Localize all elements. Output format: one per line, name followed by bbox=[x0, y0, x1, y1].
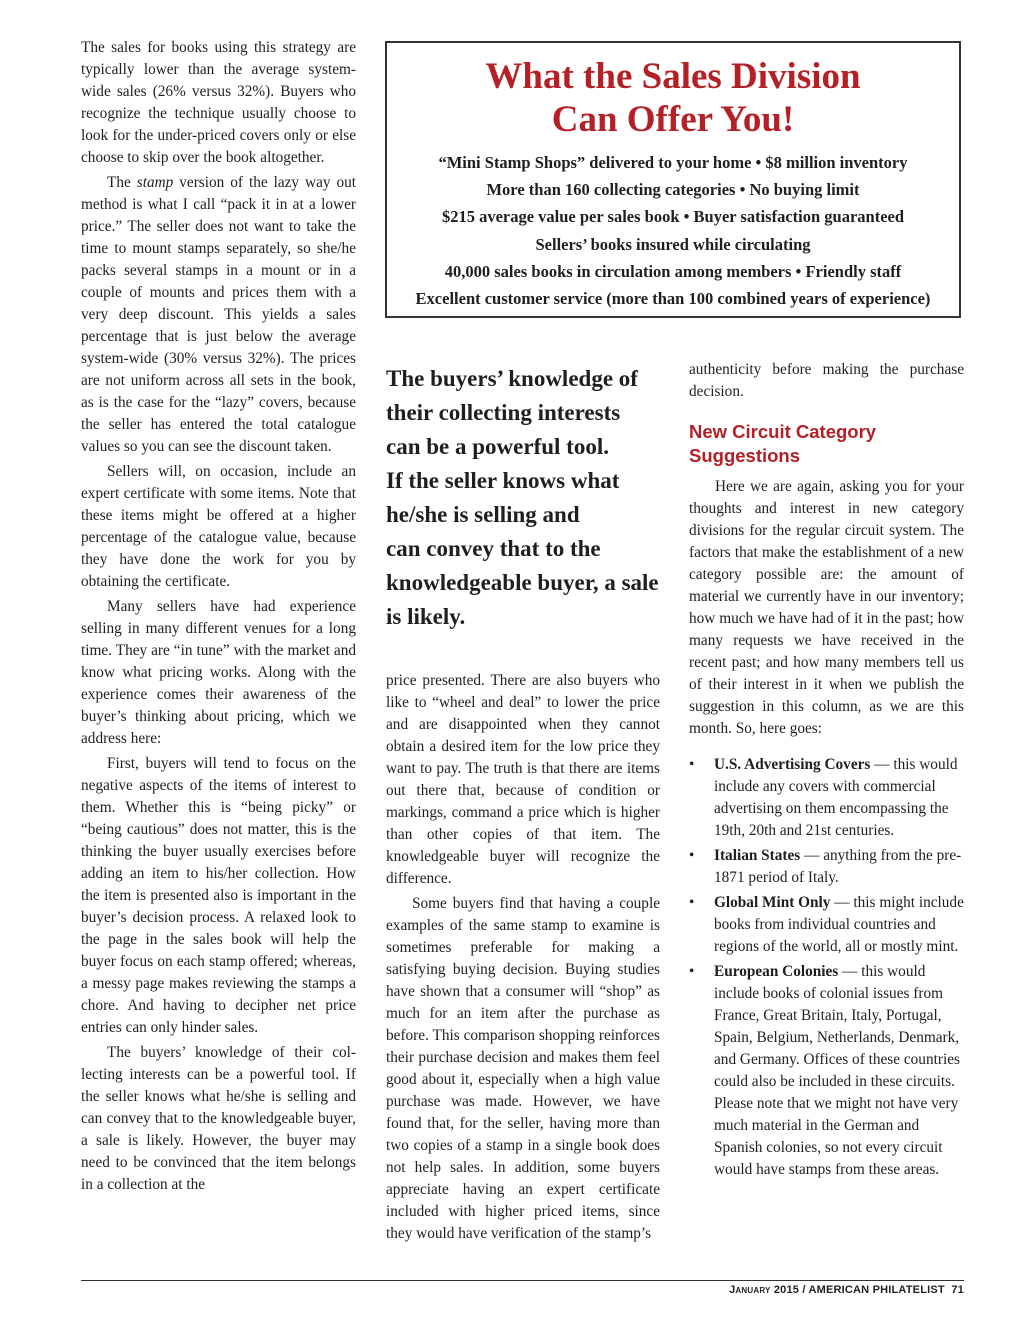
body-paragraph: First, buyers will tend to focus on the negative aspects of the items of interest to them. Whether this is “being picky” or “being cautious” does not matter, this is the thinking the buyer usually exercises before adding an item to his/her collection. How the item is presented also is important in the buyer’s decision process. A relaxed look to the page in the sales book will help the buyer focus on each stamp offered; whereas, a messy page makes reviewing the stamps a chore. And having to decipher net price entries can only hinder sales. bbox=[81, 755, 356, 1036]
list-item bbox=[689, 845, 964, 889]
section-heading-line: New Circuit Category bbox=[689, 421, 877, 442]
box-feature-line: $215 average value per sales book • Buyer satisfaction guaranteed bbox=[441, 207, 905, 227]
sales-division-box bbox=[385, 41, 961, 318]
box-feature-line: “Mini Stamp Shops” delivered to your home • $8 million inventory bbox=[438, 153, 908, 172]
body-paragraph: Here we are again, asking you for your thoughts and interest in new category divisions for the regular circuit system. The factors that make the establishment of a new category possible are: the amount of material we currently have in our inventory; how much we have had of it in the past; how many requests we have received in the recent past; and how many members tell us of their interest in it when we publish the suggestion in this column, as we are this month. So, here goes: bbox=[689, 478, 964, 737]
box-feature-line: Excellent customer service (more than 100 combined years of experience) bbox=[415, 289, 931, 309]
box-title bbox=[387, 55, 959, 141]
list-item bbox=[689, 754, 964, 842]
footer-month: January bbox=[729, 1284, 771, 1296]
column-right bbox=[689, 359, 964, 1184]
body-paragraph: Sellers will, on occasion, include an expert certificate with some items. Note that these items might be offered at a higher percentage of the catalogue value, because they have done the work for you by obtaining the certificate. bbox=[81, 463, 356, 590]
column-middle bbox=[386, 670, 660, 1245]
paragraph-text: version of the lazy way out method is what I call “pack it in at a lower price.” The seller does not want to take the time to mount stamps separately, so she/he packs several stamps in a mount or in a couple of mounts and prices them with a very deep discount. This yields a sales percentage that is just below the average system-wide (30% versus 32%). The prices are not uniform across all sets in the book, as is the case for the “lazy” covers, because the seller has entered the total catalogue values so you can see the discount taken. bbox=[81, 174, 357, 455]
body-paragraph bbox=[81, 172, 356, 458]
bullet-icon: • bbox=[689, 756, 695, 773]
category-description: — this would include books of colonial issues from France, Great Britain, Italy, Portugal, Spain, Belgium, Netherlands, Denmark, and Germany. Offices of these countries could also be included in these circuits. Please note that we might not have very much material in the German and Spanish colonies, so not every circuit would have stamps from these areas. bbox=[714, 963, 960, 1178]
category-suggestion-list bbox=[689, 754, 964, 1181]
box-feature-line: More than 160 collecting categories • No buying limit bbox=[486, 180, 860, 200]
column-left bbox=[81, 37, 356, 1196]
category-term: U.S. Advertising Covers bbox=[714, 756, 871, 773]
body-paragraph: authenticity before making the purchase decision. bbox=[689, 361, 964, 400]
body-paragraph: The sales for books using this strategy are typically lower than the average system-wide sales (26% versus 32%). Buyers who recognize the technique usually choose to look for the under-priced covers only or else choose to skip over the book altogether. bbox=[81, 39, 356, 166]
box-feature-line: 40,000 sales books in circulation among members • Friendly staff bbox=[444, 261, 902, 281]
pull-quote-line: he/she is selling and bbox=[386, 502, 580, 527]
paragraph-lead: The bbox=[107, 174, 137, 191]
pull-quote-line: their collecting interests bbox=[386, 400, 621, 425]
box-feature-list bbox=[387, 149, 959, 312]
pull-quote bbox=[386, 362, 676, 634]
list-item bbox=[689, 961, 964, 1181]
box-title-line: Can Offer You! bbox=[551, 99, 795, 140]
page-footer bbox=[729, 1284, 964, 1296]
list-item bbox=[689, 892, 964, 958]
category-description: — this might include books from individual countries and regions of the world, all or mostly mint. bbox=[714, 894, 964, 955]
pull-quote-line: The buyers’ knowledge of bbox=[386, 366, 638, 391]
pull-quote-line: If the seller knows what bbox=[386, 468, 620, 493]
bullet-icon: • bbox=[689, 847, 695, 864]
body-paragraph: Many sellers have had experience selling in many different venues for a long time. They are “in tune” with the market and know what pricing works. Along with the experience comes their awareness of the buyer’s thinking about pricing, which we address here: bbox=[81, 598, 356, 747]
pull-quote-line: can convey that to the bbox=[386, 536, 601, 561]
box-title-line: What the Sales Division bbox=[485, 56, 861, 97]
pull-quote-line: can be a powerful tool. bbox=[386, 434, 609, 459]
footer-rule bbox=[81, 1280, 964, 1281]
box-feature-line: Sellers’ books insured while circulating bbox=[535, 234, 811, 254]
section-heading-line: Suggestions bbox=[689, 445, 801, 466]
section-heading bbox=[689, 420, 964, 468]
body-paragraph: price presented. There are also buyers who like to “wheel and deal” to lower the price and are disappointed when they cannot obtain a desired item for the low price they want to pay. The truth is that there are items out there that, because of condition or markings, command a price which is higher than other copies of that item. The knowledgeable buyer will recognize the difference. bbox=[386, 672, 660, 887]
category-term: Global Mint Only bbox=[714, 894, 831, 911]
category-term: Italian States bbox=[714, 847, 801, 864]
bullet-icon: • bbox=[689, 894, 695, 911]
bullet-icon: • bbox=[689, 963, 695, 980]
body-paragraph: The buyers’ knowledge of their collecting interests can be a powerful tool. If the seller knows what he/she is selling and can convey that to the knowledgeable buyer, a sale is likely. However, the buyer may need to be convinced that the item belongs in a collection at the bbox=[81, 1044, 356, 1193]
emphasis-word: stamp bbox=[136, 174, 174, 191]
category-term: European Colonies bbox=[714, 963, 839, 980]
footer-publication: 2015 / AMERICAN PHILATELIST 71 bbox=[770, 1284, 964, 1296]
category-description: — anything from the pre-1871 period of Italy. bbox=[714, 847, 962, 886]
pull-quote-line: is likely. bbox=[386, 604, 466, 629]
pull-quote-line: knowledgeable buyer, a sale bbox=[386, 570, 659, 595]
category-description: — this would include any covers with commercial advertising on them encompassing the 19th, 20th and 21st centuries. bbox=[714, 756, 958, 839]
body-paragraph: Some buyers find that having a couple examples of the same stamp to examine is sometimes preferable for making a satisfying buying decision. Buying studies have shown that a consumer will “shop” as much for an item after the purchase as before. This comparison shopping reinforces their purchase decision and makes them feel good about it, especially when a high value purchase was made. However, we have found that, for the seller, having more than two copies of a stamp in a single book does not help sales. In addition, some buyers appreciate having an expert certificate included with higher priced items, since they would have verification of the stamp’s bbox=[386, 895, 660, 1242]
